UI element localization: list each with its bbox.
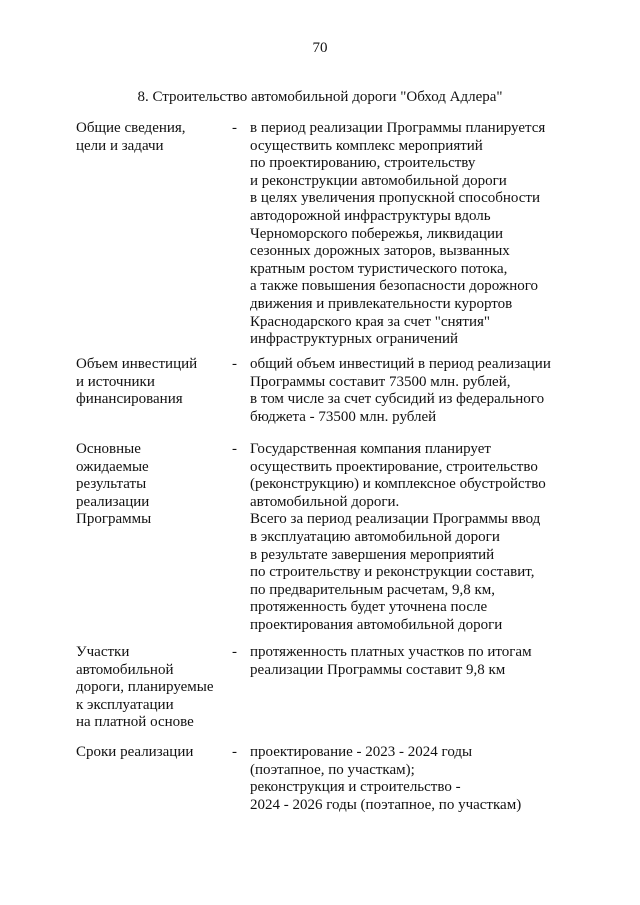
content-line: сезонных дорожных заторов, вызванных [250,243,510,260]
content-line: Черноморского побережья, ликвидации [250,225,504,242]
row-label [76,356,226,409]
content-line: (поэтапное, по участкам); [250,761,415,778]
content-line: по строительству и реконструкции составит, [250,564,535,581]
label-line: финансирования [76,391,183,408]
content-line: Всего за период реализации Программы ввод [250,511,541,528]
content-line: автомобильной дороги. [250,493,400,510]
content-line: по проектированию, строительству [250,155,476,172]
content-line: Краснодарского края за счет "снятия" [250,313,491,330]
content-line: и реконструкции автомобильной дороги [250,172,507,189]
content-line: в результате завершения мероприятий [250,546,495,563]
row-dash: - [232,120,237,136]
content-line: реализации Программы составит 9,8 км [250,661,506,678]
content-line: проектирование - 2023 - 2024 годы [250,744,473,760]
content-line: Государственная компания планирует [250,441,491,457]
content-line: в том числе за счет субсидий из федерального [250,391,545,408]
content-line: автодорожной инфраструктуры вдоль [250,207,491,224]
content-line: по предварительным расчетам, 9,8 км, [250,581,495,598]
content-line: реконструкция и строительство - [250,779,461,796]
label-line: цели и задачи [76,137,164,154]
content-line: движения и привлекательности курортов [250,295,513,312]
row-dash: - [232,356,237,372]
content-line: осуществить комплекс мероприятий [250,137,483,154]
content-line: осуществить проектирование, строительство [250,458,538,475]
label-line: Объем инвестиций [76,356,198,372]
section-title: 8. Строительство автомобильной дороги "Обход Адлера" [137,89,503,105]
label-line: и источники [76,373,155,390]
row-label [76,120,226,155]
content-line: протяженность платных участков по итогам [250,644,532,660]
label-line: дороги, планируемые [76,679,214,696]
row-label [76,644,226,732]
content-line: бюджета - 73500 млн. рублей [250,408,437,425]
content-line: в эксплуатацию автомобильной дороги [250,528,500,545]
label-line: Программы [76,511,152,528]
label-line: ожидаемые [76,458,149,475]
label-line: Сроки реализации [76,744,194,760]
content-line: инфраструктурных ограничений [250,331,459,348]
row-content [250,356,590,426]
row-label [76,744,226,762]
content-line: протяженность будет уточнена после [250,599,488,616]
row-dash: - [232,441,237,457]
row-dash: - [232,744,237,760]
page-number: 70 [312,40,328,56]
label-line: автомобильной [76,661,174,678]
row-content [250,441,590,635]
label-line: реализации [76,493,150,510]
label-line: результаты [76,476,147,493]
label-line: к эксплуатации [76,696,174,713]
content-line: проектирования автомобильной дороги [250,616,503,633]
content-line: в период реализации Программы планируется [250,120,546,136]
row-content [250,744,590,814]
content-line: (реконструкцию) и комплексное обустройство [250,476,546,493]
label-line: Основные [76,441,141,457]
row-content [250,120,590,349]
label-line: Участки [76,644,130,660]
content-line: общий объем инвестиций в период реализации [250,356,551,372]
row-dash: - [232,644,237,660]
content-line: 2024 - 2026 годы (поэтапное, по участкам) [250,796,522,813]
content-line: в целях увеличения пропускной способности [250,190,541,207]
label-line: Общие сведения, [76,120,186,136]
label-line: на платной основе [76,714,194,731]
content-line: Программы составит 73500 млн. рублей, [250,373,511,390]
row-content [250,644,590,679]
content-line: а также повышения безопасности дорожного [250,278,539,295]
row-label [76,441,226,529]
content-line: кратным ростом туристического потока, [250,260,508,277]
